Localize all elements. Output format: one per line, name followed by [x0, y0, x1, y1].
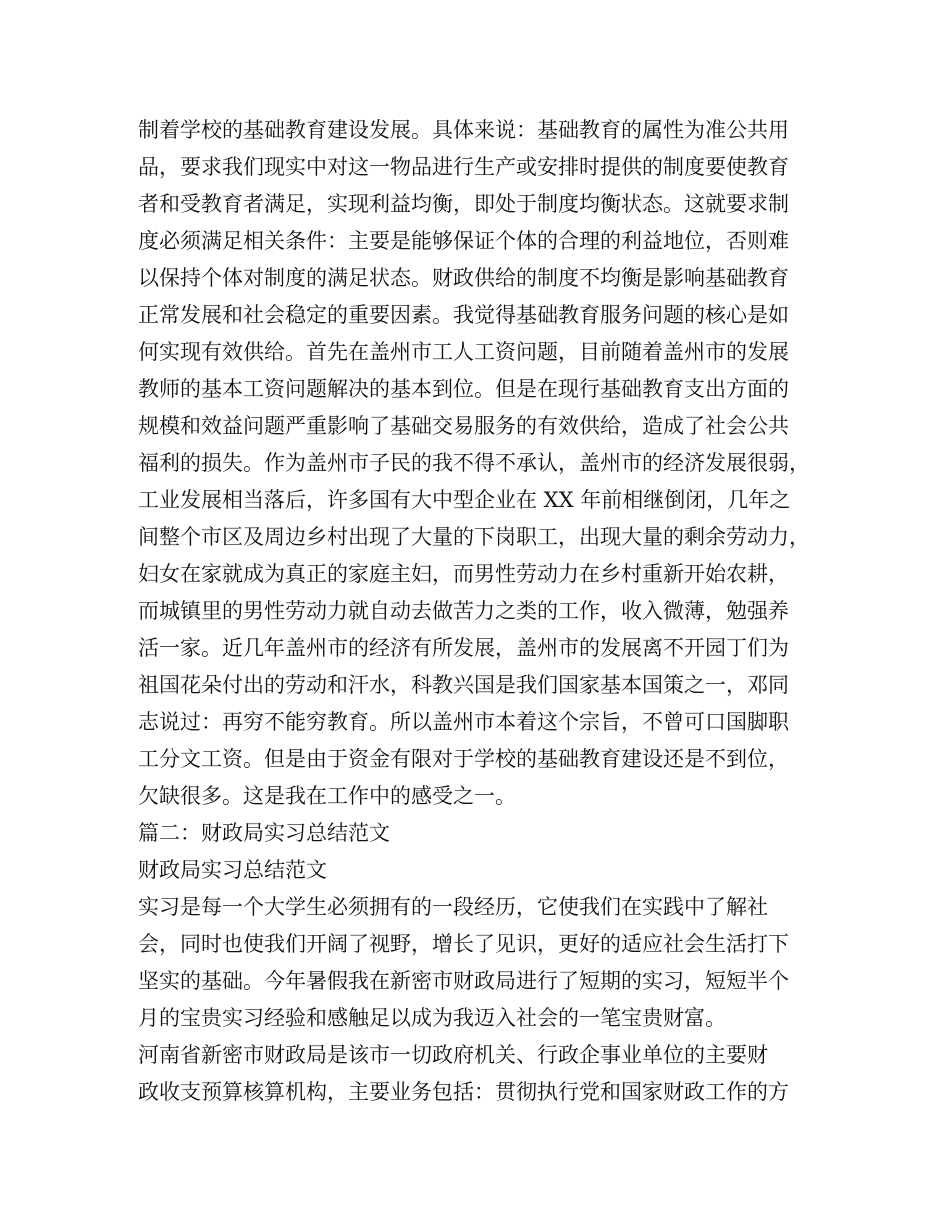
- text-line: 月的宝贵实习经验和感触足以成为我迈入社会的一笔宝贵财富。: [138, 1006, 726, 1030]
- text-line: 会，同时也使我们开阔了视野，增长了见识，更好的适应社会生活打下: [138, 932, 789, 956]
- text-line: 者和受教育者满足，实现利益均衡，即处于制度均衡状态。这就要求制: [138, 192, 789, 216]
- text-line: 志说过：再穷不能穷教育。所以盖州市本着这个宗旨，不曾可口国脚职: [138, 710, 789, 734]
- text-line: 福利的损失。作为盖州市子民的我不得不承认，盖州市的经济发展很弱，: [138, 451, 810, 475]
- text-line: 正常发展和社会稳定的重要因素。我觉得基础教育服务问题的核心是如: [138, 303, 789, 327]
- text-line: 何实现有效供给。首先在盖州市工人工资问题，目前随着盖州市的发展: [138, 340, 789, 364]
- text-line: 欠缺很多。这是我在工作中的感受之一。: [138, 784, 516, 808]
- text-line: 工业发展相当落后，许多国有大中型企业在 XX 年前相继倒闭，几年之: [138, 488, 791, 512]
- section-heading: 篇二：财政局实习总结范文: [138, 821, 390, 845]
- text-line: 品，要求我们现实中对这一物品进行生产或安排时提供的制度要使教育: [138, 155, 789, 179]
- text-line: 度必须满足相关条件：主要是能够保证个体的合理的利益地位，否则难: [138, 229, 789, 253]
- text-line: 河南省新密市财政局是该市一切政府机关、行政企事业单位的主要财: [138, 1043, 768, 1067]
- text-line: 间整个市区及周边乡村出现了大量的下岗职工，出现大量的剩余劳动力，: [138, 525, 810, 549]
- text-line: 教师的基本工资问题解决的基本到位。但是在现行基础教育支出方面的: [138, 377, 789, 401]
- text-line: 坚实的基础。今年暑假我在新密市财政局进行了短期的实习，短短半个: [138, 969, 789, 993]
- article-title: 财政局实习总结范文: [138, 858, 327, 882]
- text-line: 活一家。近几年盖州市的经济有所发展，盖州市的发展离不开园丁们为: [138, 636, 789, 660]
- text-line: 祖国花朵付出的劳动和汗水，科教兴国是我们国家基本国策之一，邓同: [138, 673, 789, 697]
- text-line: 政收支预算核算机构，主要业务包括：贯彻执行党和国家财政工作的方: [138, 1080, 789, 1104]
- text-line: 以保持个体对制度的满足状态。财政供给的制度不均衡是影响基础教育: [138, 266, 789, 290]
- text-line: 妇女在家就成为真正的家庭主妇，而男性劳动力在乡村重新开始农耕，: [138, 562, 789, 586]
- text-line: 工分文工资。但是由于资金有限对于学校的基础教育建设还是不到位，: [138, 747, 789, 771]
- text-line: 实习是每一个大学生必须拥有的一段经历，它使我们在实践中了解社: [138, 895, 768, 919]
- text-line: 而城镇里的男性劳动力就自动去做苦力之类的工作，收入微薄，勉强养: [138, 599, 789, 623]
- text-line: 规模和效益问题严重影响了基础交易服务的有效供给，造成了社会公共: [138, 414, 789, 438]
- text-line: 制着学校的基础教育建设发展。具体来说：基础教育的属性为准公共用: [138, 118, 789, 142]
- document-body: [138, 112, 838, 1111]
